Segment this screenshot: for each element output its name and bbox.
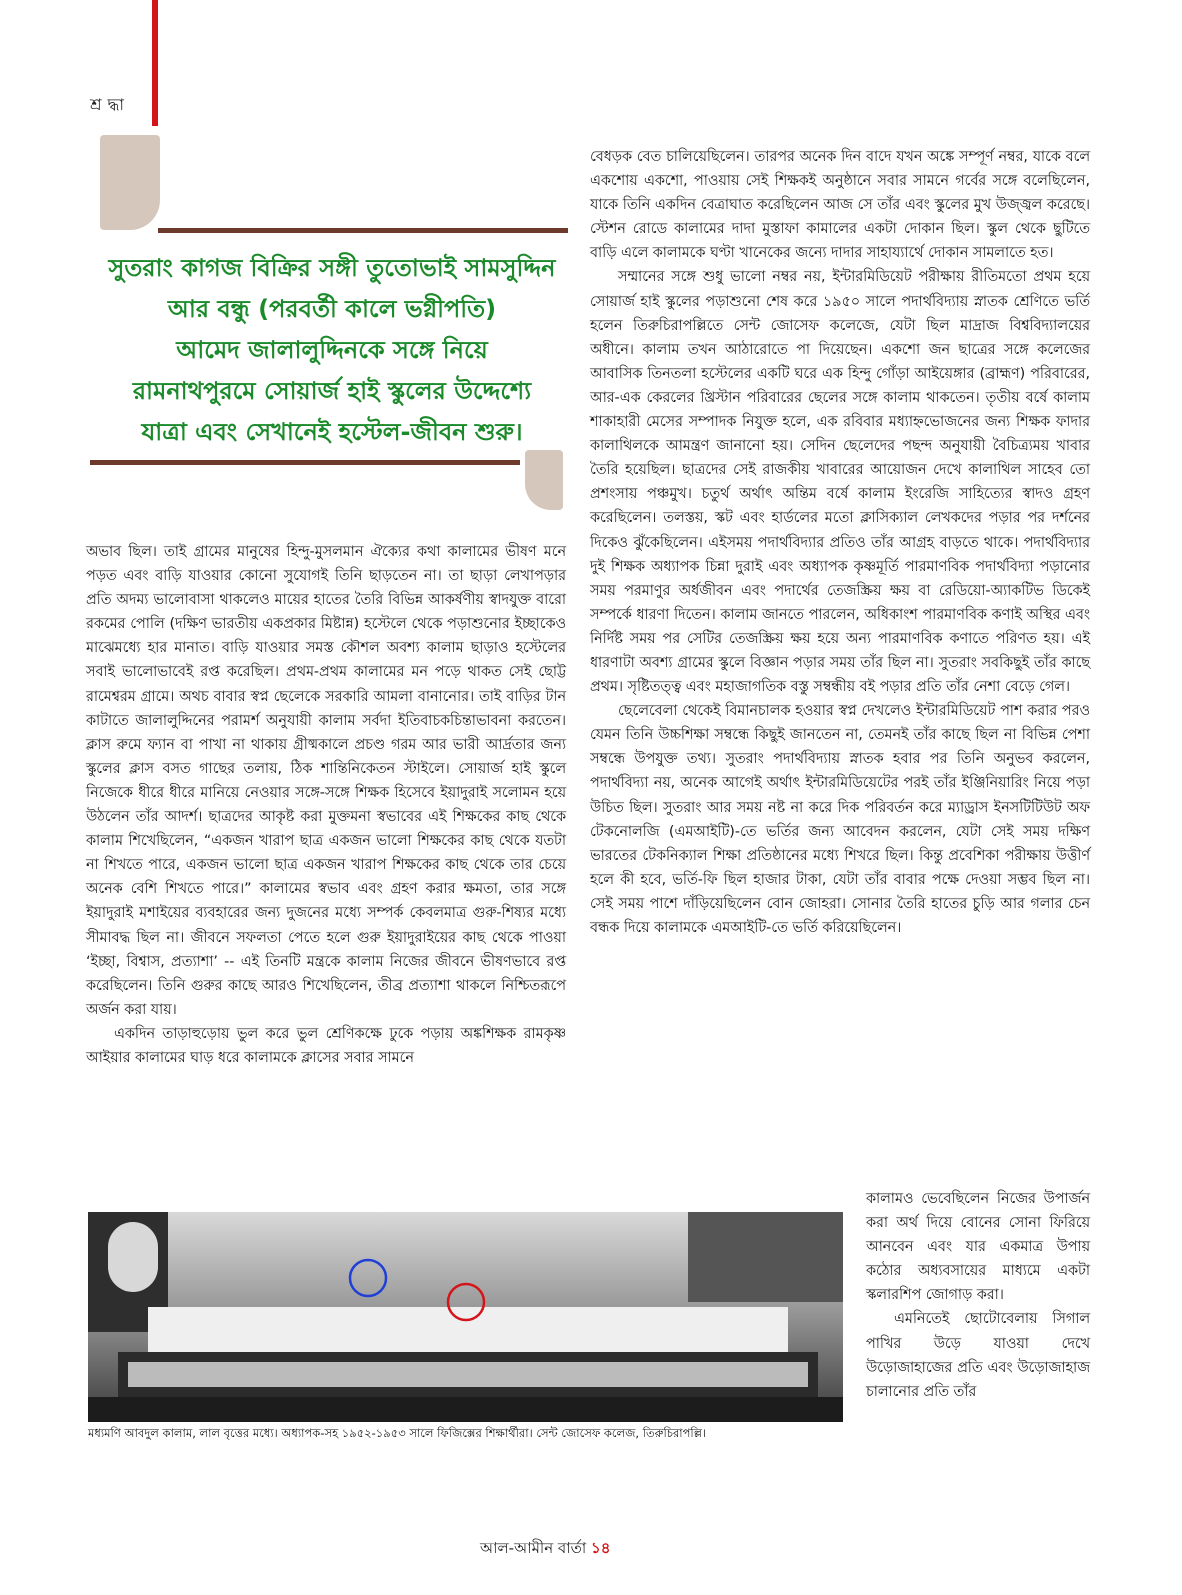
paragraph: অভাব ছিল। তাই গ্রামের মানুষের হিন্দু-মুসলমান ঐক্যের কথা কালামের ভীষণ মনে পড়ত এবং বাড়ি যাওয়ার কোনো সুযোগই তিনি ছাড়তেন না। তা ছাড়া লেখাপড়ার প্রতি অদম্য ভালোবাসা থাকলেও মায়ের হাতের তৈরি বিভিন্ন আকর্ষণীয় স্বাদযুক্ত বারো রকমের পোলি (দক্ষিণ ভারতীয় একপ্রকার মিষ্টান্ন) হস্টেলে থেকে পড়াশুনোর ইচ্ছাকেও মাঝেমধ্যে হার মানাত। বাড়ি যাওয়ার সমস্ত কৌশল অবশ্য কালাম ছাড়াও হস্টেলের সবাই ভালোভাবেই রপ্ত করেছিল। প্রথম-প্রথম কালামের মন পড়ে থাকত সেই ছোট্ট রামেশ্বরম গ্রামে। অথচ বাবার স্বপ্ন ছেলেকে সরকারি আমলা বানানোর। তাই বাড়ির টান কাটাতে জালালুদ্দিনের পরামর্শ অনুযায়ী কালাম সর্বদা ইতিবাচকচিন্তাভাবনা করতেন। ক্লাস রুমে ফ্যান বা পাখা না থাকায় গ্রীষ্মকালে প্রচণ্ড গরম আর ভারী আর্দ্রতার জন্য স্কুলের ক্লাস বসত গাছের তলায়, ঠিক শান্তিনিকেতন স্টাইলে। সোয়ার্জ হাই স্কুলে নিজেকে ধীরে ধীরে মানিয়ে নেওয়ার সঙ্গে-সঙ্গে শিক্ষক হিসেবে ইয়াদুরাই সলোমন হয়ে উঠলেন তাঁর আদর্শ। ছাত্রদের আকৃষ্ট করা মুক্তমনা স্বভাবের এই শিক্ষকের কাছ থেকে কালাম শিখেছিলেন, “একজন খারাপ ছাত্র একজন ভালো শিক্ষকের কাছ থেকে যতটা না শিখতে পারে, একজন ভালো ছাত্র একজন খারাপ শিক্ষকের কাছ থেকে তার চেয়ে অনেক বেশি শিখতে পারে।” কালামের স্বভাব এবং গ্রহণ করার ক্ষমতা, তার সঙ্গে ইয়াদুরাই মশাইয়ের ব্যবহারের জন্য দুজনের মধ্যে সম্পর্ক কেবলমাত্র গুরু-শিষ্যর মধ্যে সীমাবদ্ধ ছিল না। জীবনে সফলতা পেতে হলে গুরু ইয়াদুরাইয়ের কাছ থেকে পাওয়া ‘ইচ্ছা, বিশ্বাস, প্রত্যাশা’ -- এই তিনটি মন্ত্রকে কালাম নিজের জীবনে ভীষণভাবে রপ্ত করেছিলেন। তিনি গুরুর কাছে আরও শিখেছিলেন, তীব্র প্রত্যাশা থাকলে নিশ্চিতরূপে অর্জন করা যায়। [86, 544, 566, 1018]
open-quote-icon [100, 135, 160, 230]
article-column-left [86, 540, 566, 1070]
article-column-narrow [866, 1187, 1090, 1404]
article-column-right [590, 145, 1090, 940]
pull-quote-line: সুতরাং কাগজ বিক্রির সঙ্গী তুতোভাই সামসুদ্দিন [108, 254, 556, 282]
header-accent-bar [152, 0, 158, 126]
paragraph: একদিন তাড়াহুড়োয় ভুল করে ভুল শ্রেণিকক্ষে ঢুকে পড়ায় অঙ্কশিক্ষক রামকৃষ্ণ আইয়ার কালামের ঘাড় ধরে কালামকে ক্লাসের সবার সামনে [86, 1025, 566, 1066]
quote-rule-bottom [90, 460, 520, 465]
close-quote-icon [525, 450, 563, 510]
section-label: শ্রদ্ধা [90, 95, 131, 114]
page-number: ১৪ [591, 1539, 611, 1557]
quote-rule-top [158, 228, 568, 233]
magazine-name: আল-আমীন বার্তা [480, 1539, 587, 1557]
paragraph: কালামও ভেবেছিলেন নিজের উপার্জন করা অর্থ দিয়ে বোনের সোনা ফিরিয়ে আনবেন এবং যার একমাত্র উপায় কঠোর অধ্যবসায়ের মাধ্যমে একটা স্কলারশিপ জোগাড় করা। [866, 1191, 1090, 1304]
paragraph: এমনিতেই ছোটোবেলায় সিগাল পাখির উড়ে যাওয়া দেখে উড়োজাহাজের প্রতি এবং উড়োজাহাজ চালানোর প্রতি তাঁর [866, 1311, 1090, 1400]
photo-caption: মধ্যমণি আবদুল কালাম, লাল বৃত্তের মধ্যে। অধ্যাপক-সহ ১৯৫২-১৯৫৩ সালে ফিজিক্সের শিক্ষার্থীরা। সেন্ট জোসেফ কলেজ, তিরুচিরাপল্লি। [88, 1426, 706, 1440]
page-footer [480, 1537, 610, 1562]
group-photo [88, 1212, 843, 1422]
paragraph: সম্মানের সঙ্গে শুধু ভালো নম্বর নয়, ইন্টারমিডিয়েট পরীক্ষায় রীতিমতো প্রথম হয়ে সোয়ার্জ হাই স্কুলের পড়াশুনো শেষ করে ১৯৫০ সালে পদার্থবিদ্যায় স্নাতক শ্রেণিতে ভর্তি হলেন তিরুচিরাপল্লিতে সেন্ট জোসেফ কলেজে, যেটা ছিল মাদ্রাজ বিশ্ববিদ্যালয়ের অধীনে। কালাম তখন আঠারোতে পা দিয়েছেন। একশো জন ছাত্রের সঙ্গে কলেজের আবাসিক তিনতলা হস্টেলের একটি ঘরে এক হিন্দু গোঁড়া আইয়েঙ্গার (ব্রাহ্মণ) পরিবারের, আর-এক কেরলের খ্রিস্টান পরিবারের ছেলের সঙ্গে কালাম থাকতেন। তৃতীয় বর্ষে কালাম শাকাহারী মেসের সম্পাদক নিযুক্ত হলে, এক রবিবার মধ্যাহ্নভোজনের জন্য শিক্ষক ফাদার কালাথিলকে আমন্ত্রণ জানানো হয়। সেদিন ছেলেদের পছন্দ অনুযায়ী বৈচিত্র্যময় খাবার তৈরি হয়েছিল। ছাত্রদের সেই রাজকীয় খাবারের আয়োজন দেখে কালাথিল সাহেব তো প্রশংসায় পঞ্চমুখ। চতুর্থ অর্থাৎ অন্তিম বর্ষে কালাম ইংরেজি সাহিত্যের স্বাদও গ্রহণ করেছিলেন। তলস্তয়, স্কট এবং হার্ডলের মতো ক্লাসিক্যাল লেখকদের পড়ার পর দর্শনের দিকেও ঝুঁকেছিলেন। এইসময় পদার্থবিদ্যার প্রতিও তাঁর আগ্রহ বাড়তে থাকে। পদার্থবিদ্যার দুই শিক্ষক অধ্যাপক চিন্না দুরাই এবং অধ্যাপক কৃষ্ণমূর্তি পারমাণবিক পদার্থবিদ্যা পড়ানোর সময় পরমাণুর অর্ধজীবন এবং পদার্থের তেজস্ক্রিয় ক্ষয় বা রেডিয়ো-অ্যাকটিভ ডিকেই সম্পর্কে ধারণা দিতেন। কালাম জানতে পারলেন, অধিকাংশ পারমাণবিক কণাই অস্থির এবং নির্দিষ্ট সময় পর সেটির তেজস্ক্রিয় ক্ষয় হয়ে অন্য পারমাণবিক কণাতে পরিণত হয়। এই ধারণাটা অবশ্য গ্রামের স্কুলে বিজ্ঞান পড়ার সময় তাঁর ছিল না। সুতরাং সবকিছুই তাঁর কাছে প্রথম। সৃষ্টিতত্ত্ব এবং মহাজাগতিক বস্তু সম্বন্ধীয় বই পড়ার প্রতি তাঁর নেশা বেড়ে গেল। [590, 269, 1090, 696]
pull-quote [82, 248, 582, 453]
paragraph: বেধড়ক বেত চালিয়েছিলেন। তারপর অনেক দিন বাদে যখন অঙ্কে সম্পূর্ণ নম্বর, যাকে বলে একশোয় একশো, পাওয়ায় সেই শিক্ষকই অনুষ্ঠানে সবার সামনে গর্বের সঙ্গে বলেছিলেন, যাকে তিনি একদিন বেত্রাঘাত করেছিলেন আজ সে তাঁর এবং স্কুলের মুখ উজ্জ্বল করেছে। স্টেশন রোডে কালামের দাদা মুস্তাফা কামালের একটা দোকান ছিল। স্কুল থেকে ছুটিতে বাড়ি এলে কালামকে ঘণ্টা খানেকের জন্যে দাদার সাহায্যার্থে দোকান সামলাতে হত। [590, 149, 1090, 262]
pull-quote-line: যাত্রা এবং সেখানেই হস্টেল-জীবন শুরু। [141, 418, 523, 446]
pull-quote-line: আমেদ জালালুদ্দিনকে সঙ্গে নিয়ে [176, 336, 488, 364]
paragraph: ছেলেবেলা থেকেই বিমানচালক হওয়ার স্বপ্ন দেখলেও ইন্টারমিডিয়েট পাশ করার পরও যেমন তিনি উচ্চশিক্ষা সম্বন্ধে কিছুই জানতেন না, তেমনই তাঁর কাছে ছিল না বিভিন্ন পেশা সম্বন্ধে উপযুক্ত তথ্য। সুতরাং পদার্থবিদ্যায় স্নাতক হবার পর তিনি অনুভব করলেন, পদার্থবিদ্যা নয়, অনেক আগেই অর্থাৎ ইন্টারমিডিয়েটের পরই তাঁর ইঞ্জিনিয়ারিং নিয়ে পড়া উচিত ছিল। সুতরাং আর সময় নষ্ট না করে দিক পরিবর্তন করে ম্যাড্রাস ইনসটিটিউট অফ টেকনোলজি (এমআইটি)-তে ভর্তির জন্য আবেদন করলেন, যেটা সেই সময় দক্ষিণ ভারতের টেকনিক্যাল শিক্ষা প্রতিষ্ঠানের মধ্যে শিখরে ছিল। কিন্তু প্রবেশিকা পরীক্ষায় উত্তীর্ণ হলে কী হবে, ভর্তি-ফি ছিল হাজার টাকা, যেটা তাঁর বাবার পক্ষে দেওয়া সম্ভব ছিল না। সেই সময় পাশে দাঁড়িয়েছিলেন বোন জোহরা। সোনার তৈরি হাতের চুড়ি আর গলার চেন বন্ধক দিয়ে কালামকে এমআইটি-তে ভর্তি করিয়েছিলেন। [590, 703, 1090, 936]
group-photo-image [88, 1212, 843, 1422]
pull-quote-line: আর বন্ধু (পরবর্তী কালে ভগ্নীপতি) [167, 295, 497, 323]
pull-quote-line: রামনাথপুরমে সোয়ার্জ হাই স্কুলের উদ্দেশ্যে [132, 377, 532, 405]
